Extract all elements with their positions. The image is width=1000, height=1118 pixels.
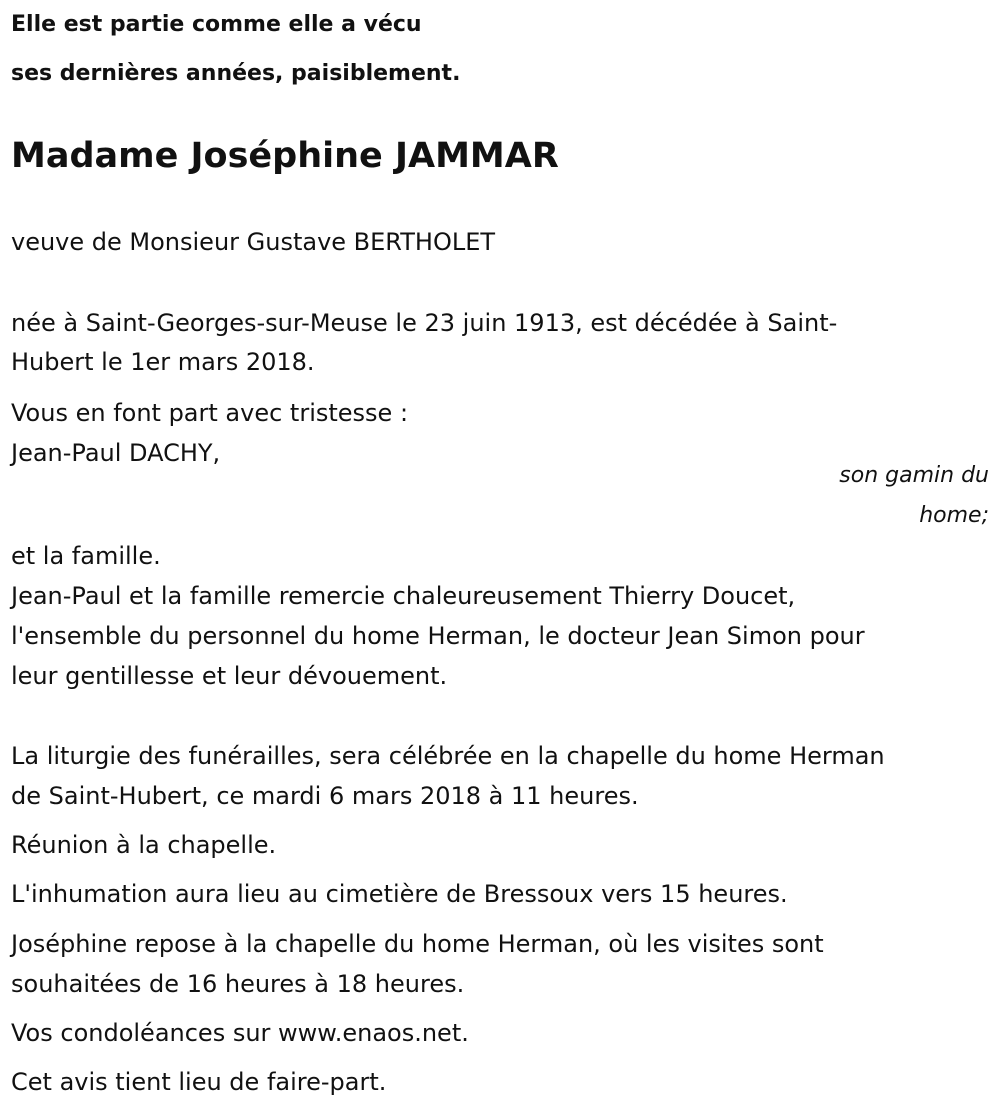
visits-line-1: Joséphine repose à la chapelle du home Herman, où les visites sont <box>11 930 824 958</box>
condolences-line: Vos condoléances sur www.enaos.net. <box>11 1019 469 1047</box>
family-line: et la famille. <box>11 542 161 570</box>
funeral-line-1: La liturgie des funérailles, sera célébrée en la chapelle du home Herman <box>11 742 885 770</box>
spouse-line: veuve de Monsieur Gustave BERTHOLET <box>11 228 496 256</box>
visits-line-2: souhaitées de 16 heures à 18 heures. <box>11 970 465 998</box>
announcement-intro: Vous en font part avec tristesse : <box>11 399 409 427</box>
epigraph-line-2: ses dernières années, paisiblement. <box>11 61 461 86</box>
deceased-name: Madame Joséphine JAMMAR <box>11 136 559 176</box>
relation-line-1: son gamin du <box>839 463 989 488</box>
thanks-line-2: l'ensemble du personnel du home Herman, le docteur Jean Simon pour <box>11 622 865 650</box>
birth-death-line-1: née à Saint-Georges-sur-Meuse le 23 juin 1913, est décédée à Saint- <box>11 309 838 337</box>
announcement-person: Jean-Paul DACHY, <box>11 439 221 467</box>
thanks-line-3: leur gentillesse et leur dévouement. <box>11 662 448 690</box>
notice-line: Cet avis tient lieu de faire-part. <box>11 1068 387 1096</box>
birth-death-line-2: Hubert le 1er mars 2018. <box>11 348 315 376</box>
epigraph-line-1: Elle est partie comme elle a vécu <box>11 12 422 37</box>
meeting-line: Réunion à la chapelle. <box>11 831 277 859</box>
thanks-line-1: Jean-Paul et la famille remercie chaleureusement Thierry Doucet, <box>11 582 796 610</box>
funeral-line-2: de Saint-Hubert, ce mardi 6 mars 2018 à 11 heures. <box>11 782 639 810</box>
burial-line: L'inhumation aura lieu au cimetière de Bressoux vers 15 heures. <box>11 880 788 908</box>
relation-line-2: home; <box>919 503 989 528</box>
